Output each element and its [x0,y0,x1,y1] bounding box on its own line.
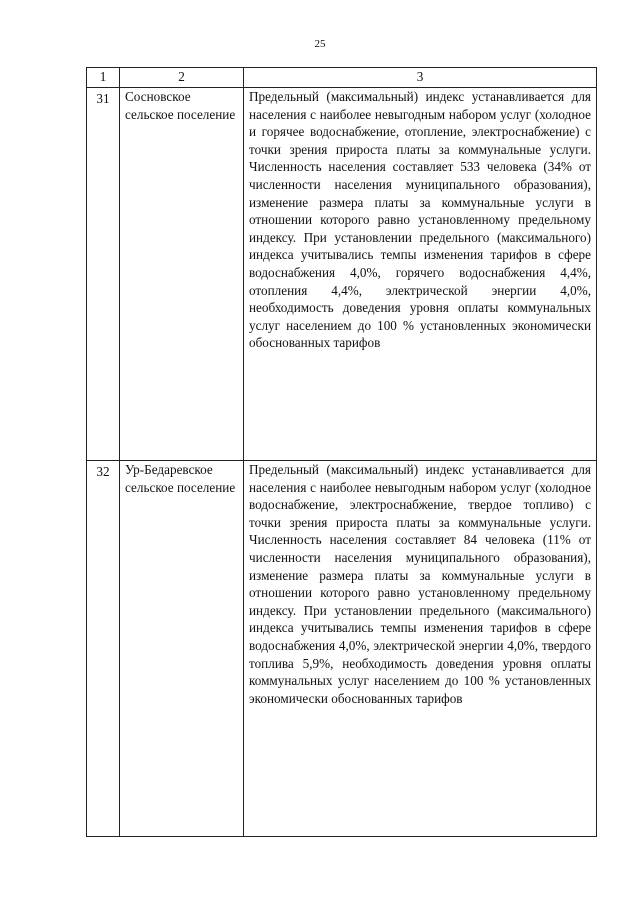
row-number-cell [87,88,120,461]
row-number-cell [87,461,120,837]
index-description: Предельный (максимальный) индекс устанавливается для населения с наиболее невыгодным набором услуг (холодное водоснабжение, электроснабжение, твердое топливо) с точки зрения прироста платы за коммунальные услуги. Численность населения составляет 84 человека (11% от численности населения муниципального образования), изменение размера платы за коммунальные услуги в отношении которого равно установленному предельному индексу. При установлении предельного (максимального) индекса учитывались темпы изменения тарифов в сфере водоснабжения 4,0%, электрической энергии 4,0%, твердого топлива 5,9%, необходимость доведения уровня оплаты коммунальных услуг населением до 100 % установленных экономически обоснованных тарифов [244,461,597,837]
column-header-2: 2 [120,68,244,88]
index-description: Предельный (максимальный) индекс устанавливается для населения с наиболее невыгодным набором услуг (холодное и горячее водоснабжение, отопление, электроснабжение) с точки зрения прироста платы за коммунальные услуги. Численность населения составляет 533 человека (34% от численности населения муниципального образования), изменение размера платы за коммунальные услуги в отношении которого равно установленному предельному индексу. При установлении предельного (максимального) индекса учитывались темпы изменения тарифов в сфере водоснабжения 4,0%, горячего водоснабжения 4,4%, отопления 4,4%, электрической энергии 4,0%, необходимость доведения уровня оплаты коммунальных услуг населением до 100 % установленных экономически обоснованных тарифов [244,88,597,461]
page-number: 25 [314,38,326,50]
table-row [87,461,597,837]
column-header-1: 1 [87,68,120,88]
settlement-name: Сосновское сельское поселение [120,88,244,461]
table-header-row [87,68,597,88]
tariff-index-table [86,67,597,837]
table-header [87,68,597,88]
column-header-3: 3 [244,68,597,88]
row-number: 32 [96,464,110,479]
table-row [87,88,597,461]
row-number: 31 [96,91,110,106]
settlement-name: Ур-Бедаревское сельское поселение [120,461,244,837]
